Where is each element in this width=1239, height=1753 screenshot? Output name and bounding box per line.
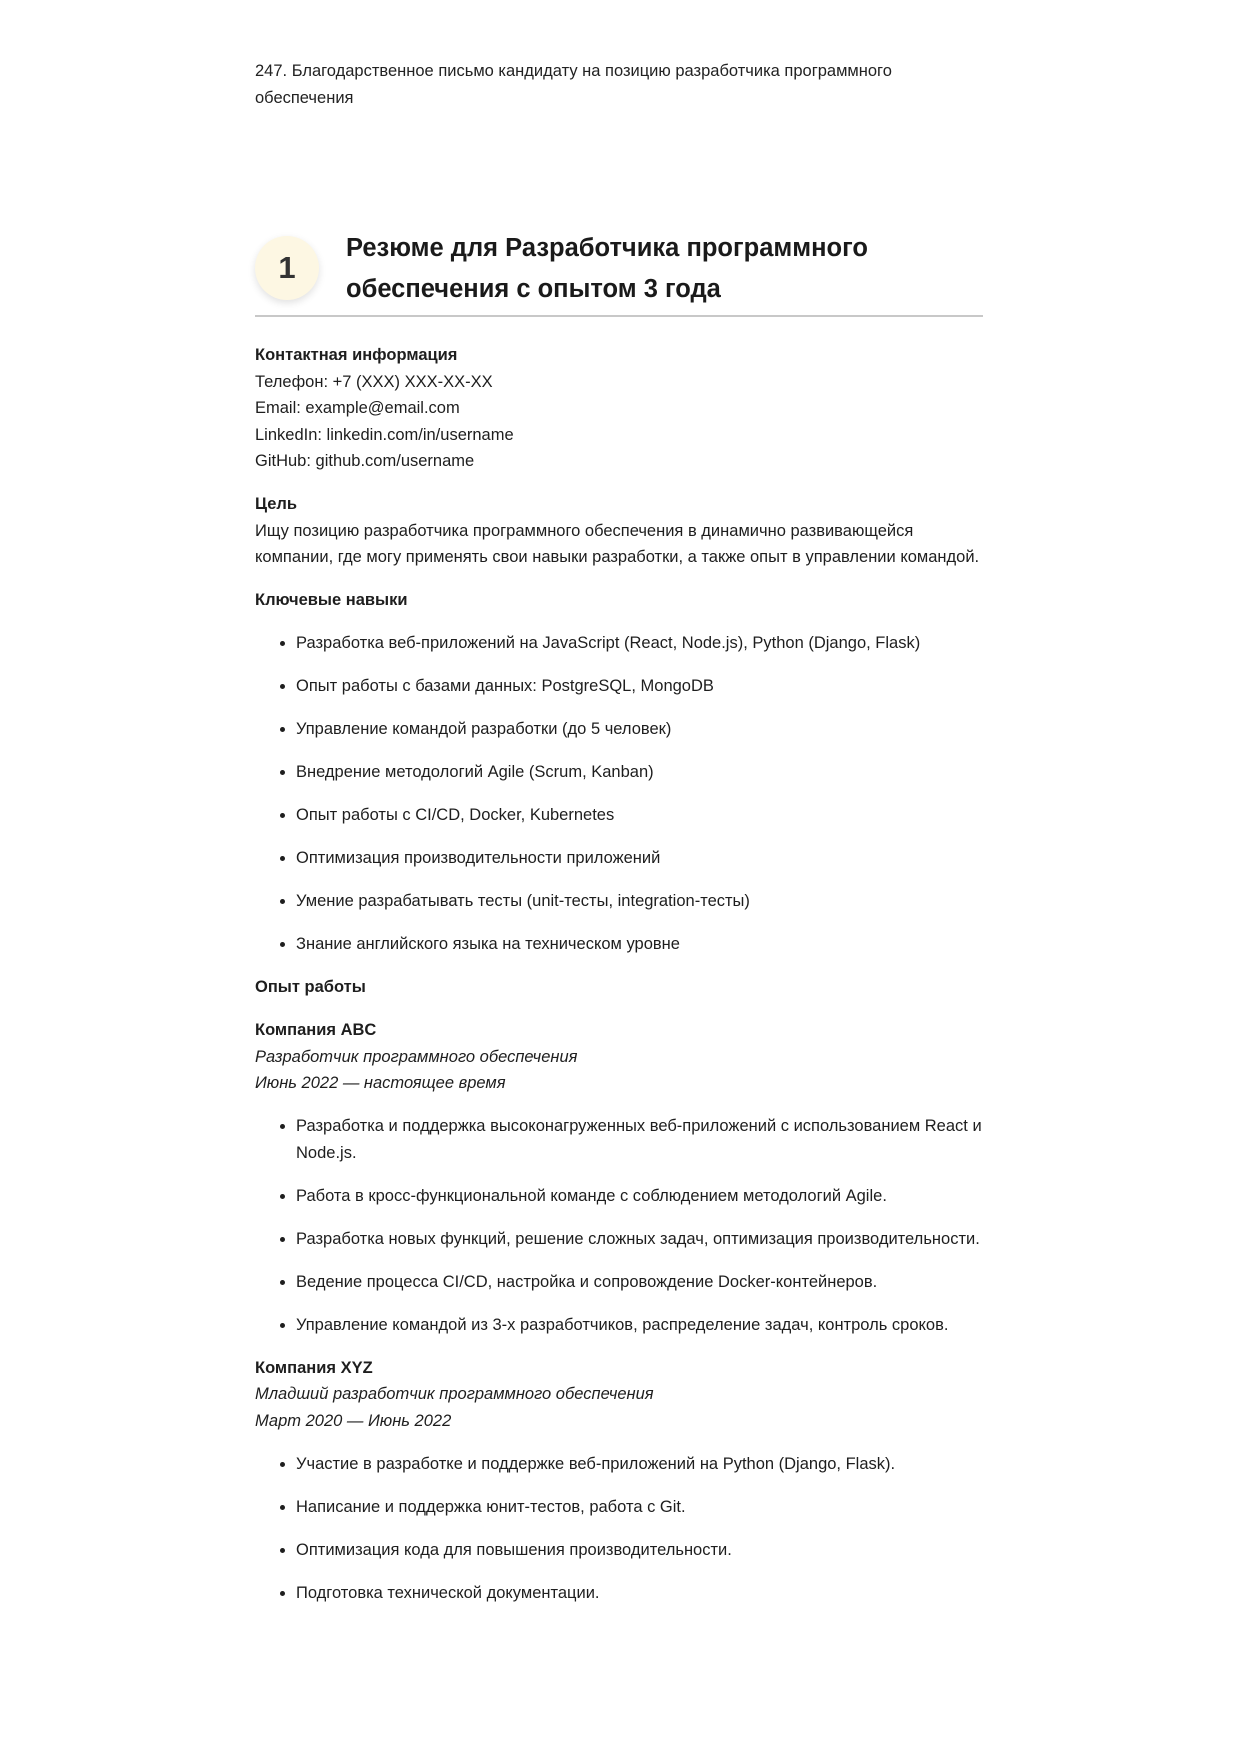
- list-item: • Написание и поддержка юнит-тестов, работа с Git.: [296, 1494, 983, 1521]
- list-item: • Внедрение методологий Agile (Scrum, Kanban): [296, 759, 983, 786]
- list-item: • Подготовка технической документации.: [296, 1580, 983, 1607]
- list-item: • Оптимизация кода для повышения производительности.: [296, 1537, 983, 1564]
- list-item: • Участие в разработке и поддержке веб-приложений на Python (Django, Flask).: [296, 1451, 983, 1478]
- contact-block: [255, 342, 983, 475]
- section-title: Резюме для Разработчика программного обеспечения с опытом 3 года: [346, 234, 868, 303]
- list-item: • Разработка новых функций, решение сложных задач, оптимизация производительности.: [296, 1226, 983, 1253]
- contact-email: Email: example@email.com: [255, 399, 460, 417]
- job-company: Компания ABC: [255, 1021, 377, 1039]
- list-item: • Опыт работы с CI/CD, Docker, Kubernetes: [296, 802, 983, 829]
- contact-linkedin: LinkedIn: linkedin.com/in/username: [255, 425, 514, 444]
- job-xyz-duties: [255, 1451, 983, 1607]
- contact-phone: Телефон: +7 (XXX) XXX-XX-XX: [255, 372, 493, 391]
- list-item: • Знание английского языка на техническом уровне: [296, 931, 983, 958]
- list-item: • Разработка веб-приложений на JavaScript (React, Node.js), Python (Django, Flask): [296, 630, 983, 657]
- goal-block: [255, 491, 983, 571]
- section-number-badge: 1: [255, 236, 319, 300]
- job-period: Март 2020 — Июнь 2022: [255, 1411, 452, 1430]
- list-item: • Умение разрабатывать тесты (unit-тесты, integration-тесты): [296, 888, 983, 915]
- resume-content: [255, 342, 983, 1623]
- job-period: Июнь 2022 — настоящее время: [255, 1074, 506, 1092]
- job-company: Компания XYZ: [255, 1358, 373, 1377]
- list-item: • Разработка и поддержка высоконагруженных веб-приложений с использованием React и Node.js.: [296, 1113, 983, 1166]
- job-abc-header: [255, 1017, 983, 1097]
- list-item: • Управление командой разработки (до 5 человек): [296, 716, 983, 743]
- experience-heading: Опыт работы: [255, 978, 366, 996]
- section-heading: [255, 225, 983, 317]
- list-item: • Работа в кросс-функциональной команде с соблюдением методологий Agile.: [296, 1183, 983, 1210]
- list-item: • Оптимизация производительности приложений: [296, 845, 983, 872]
- contact-github: GitHub: github.com/username: [255, 452, 475, 470]
- skills-list: [255, 630, 983, 958]
- list-item: • Ведение процесса CI/CD, настройка и сопровождение Docker-контейнеров.: [296, 1269, 983, 1296]
- document-header: 247. Благодарственное письмо кандидату на позицию разработчика программного обеспечения: [255, 62, 892, 107]
- job-xyz-header: [255, 1355, 983, 1435]
- contact-heading: Контактная информация: [255, 346, 458, 364]
- list-item: • Управление командой из 3-х разработчиков, распределение задач, контроль сроков.: [296, 1312, 983, 1339]
- job-role: Разработчик программного обеспечения: [255, 1047, 578, 1066]
- goal-text: Ищу позицию разработчика программного обеспечения в динамично развивающейся компании, где могу применять свои навыки разработки, а также опыт в управлении командой.: [255, 521, 980, 566]
- list-item: • Опыт работы с базами данных: PostgreSQL, MongoDB: [296, 673, 983, 700]
- job-abc-duties: [255, 1113, 983, 1338]
- goal-heading: Цель: [255, 495, 298, 513]
- skills-heading: Ключевые навыки: [255, 591, 408, 609]
- job-role: Младший разработчик программного обеспечения: [255, 1385, 654, 1403]
